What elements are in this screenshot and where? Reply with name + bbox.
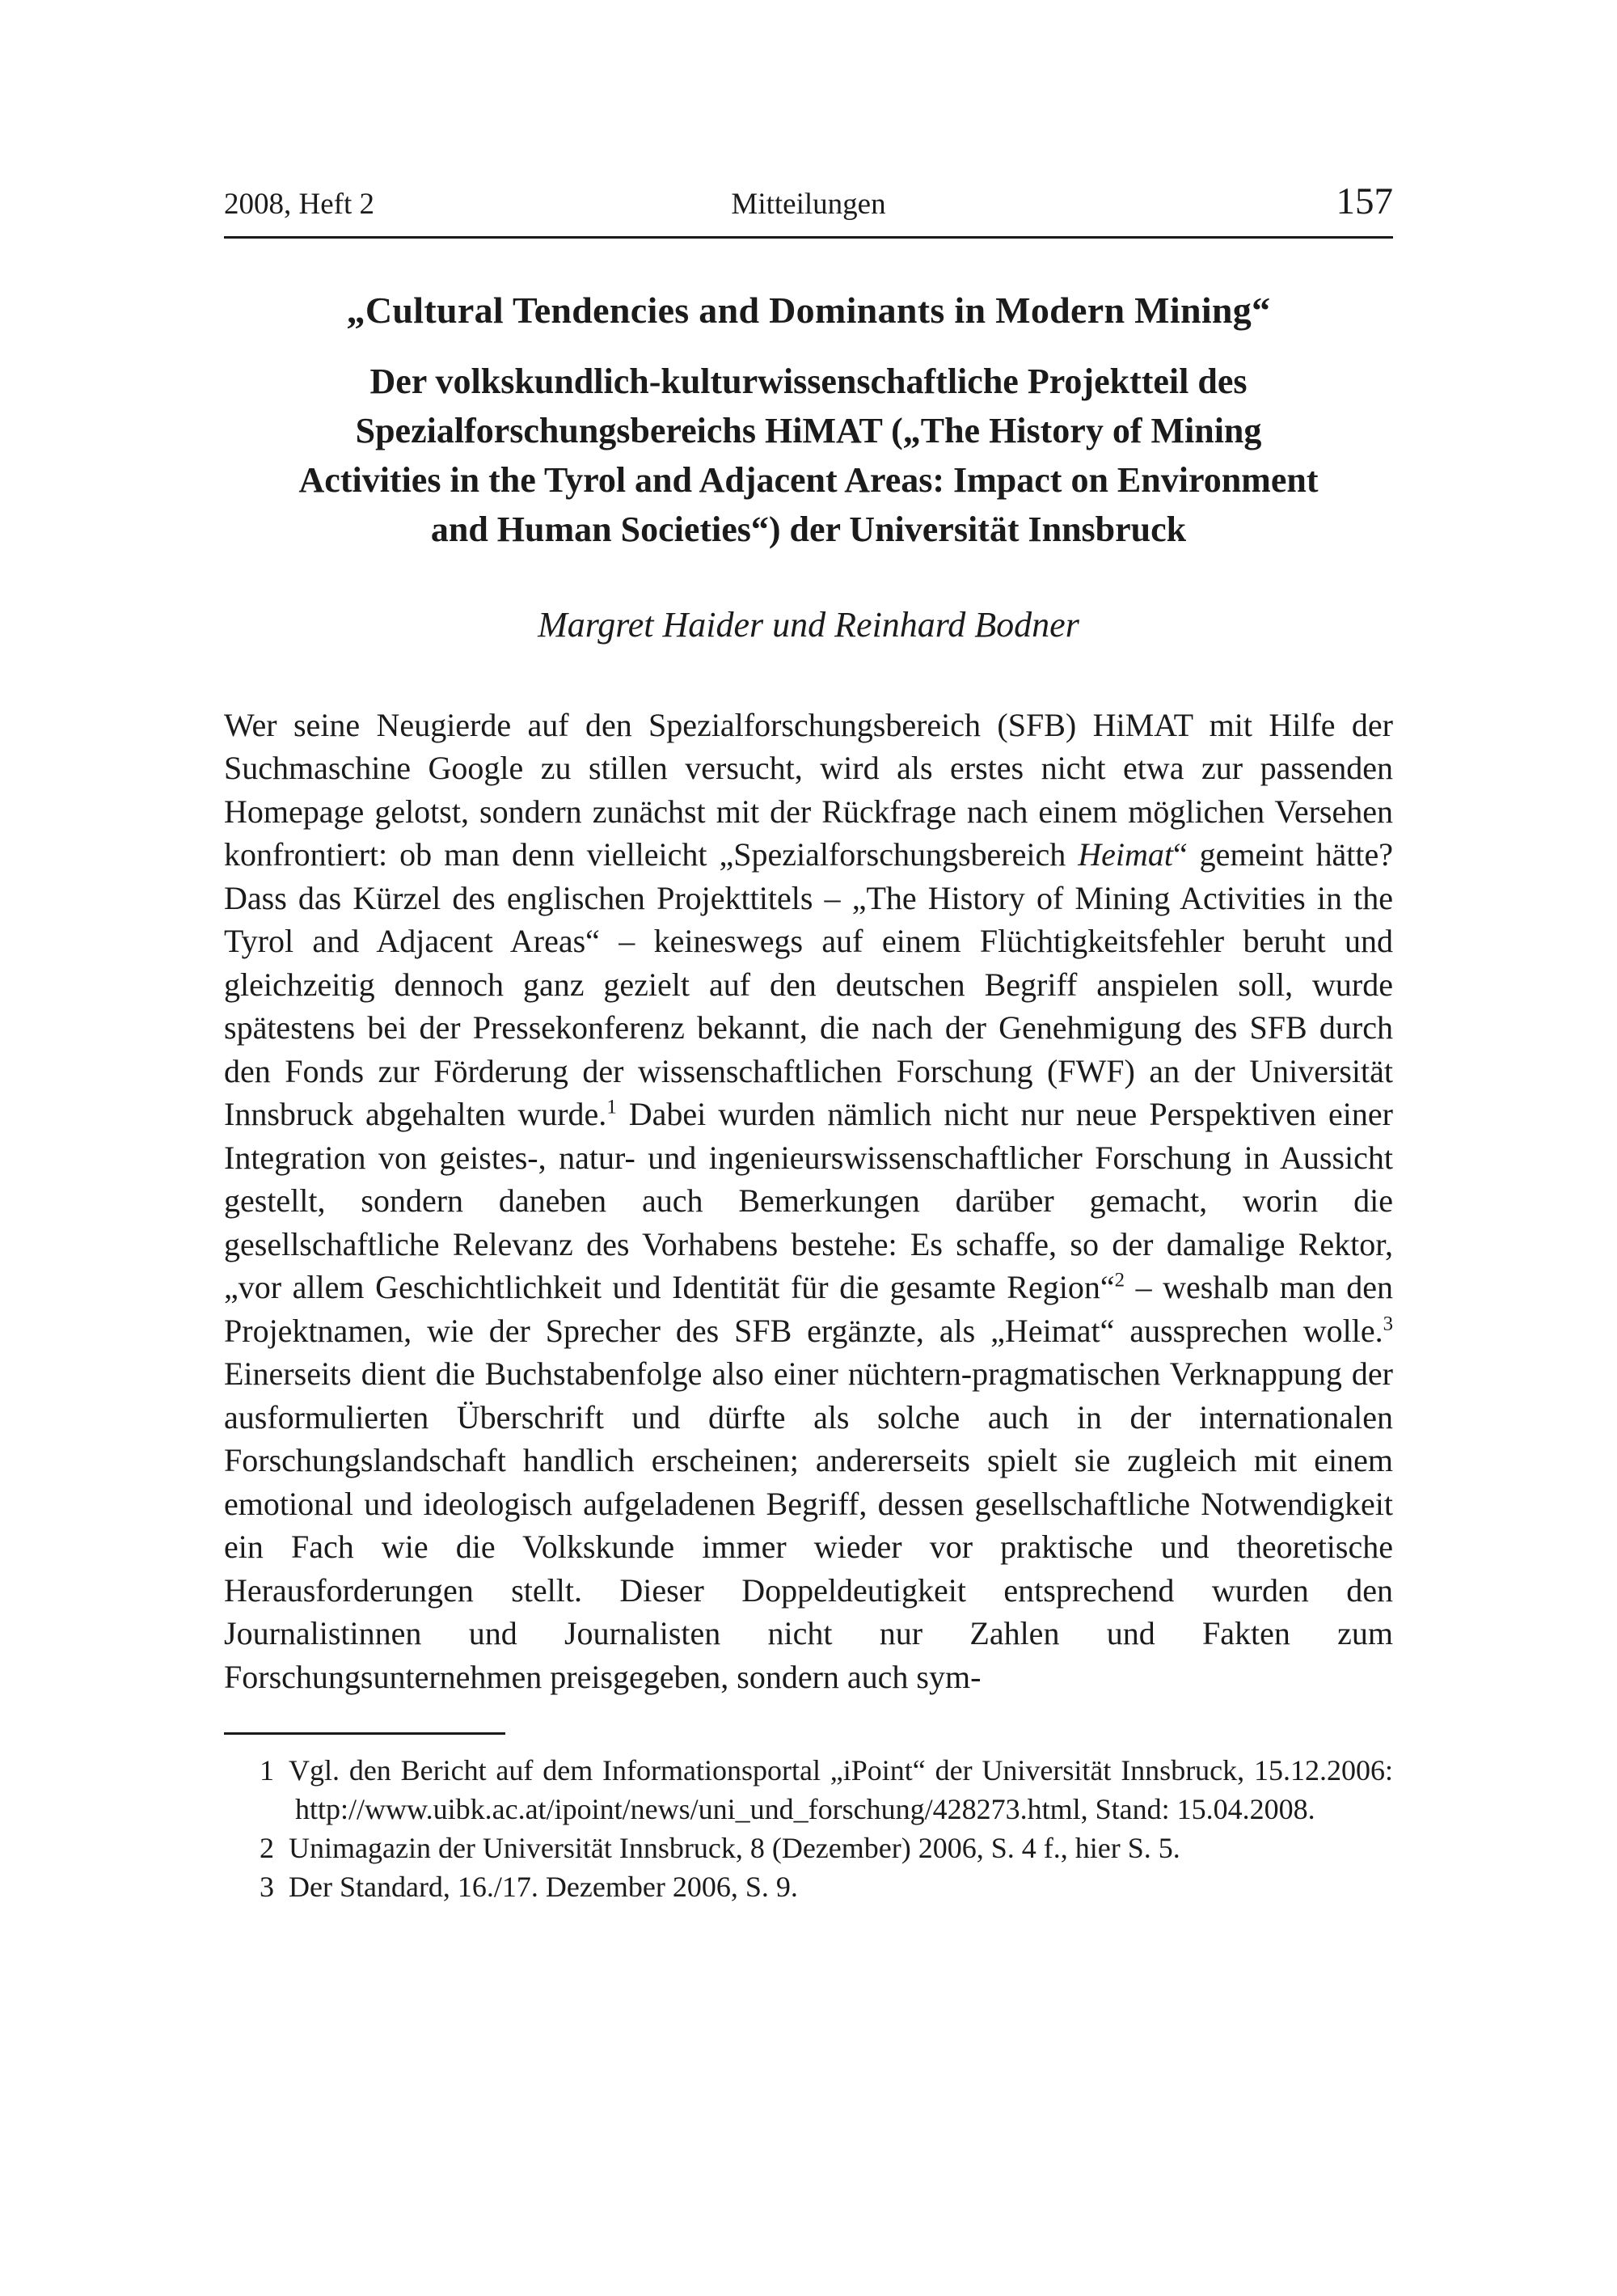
- footnote-reference: 3: [1383, 1313, 1393, 1335]
- text-segment: – weshalb man den Projektnamen, wie der Sprecher des SFB ergänzte, als „Heimat“ aussprechen wolle.: [224, 1269, 1394, 1349]
- footnote-reference: 1: [606, 1096, 617, 1118]
- footnotes-list: [224, 1751, 1393, 1906]
- footnote-rule: [224, 1732, 505, 1735]
- article-subtitle: [224, 357, 1393, 554]
- page-number: 157: [1336, 180, 1393, 222]
- footnote-number: 3: [260, 1871, 274, 1904]
- footnote-item: [260, 1867, 1393, 1906]
- text-segment: Wer seine Neugierde auf den Spezialforschungsbereich (SFB) HiMAT mit Hilfe der Suchmaschine Google zu stillen versucht, wird als erstes nicht etwa zur passenden Homepage gelotst, sondern zunächst mit der Rückfrage nach einem möglichen Versehen konfrontiert: ob man denn vielleicht „Spezialforschungsbereich: [224, 706, 1393, 873]
- footnote-item: [260, 1829, 1393, 1867]
- article-authors: Margret Haider und Reinhard Bodner: [538, 604, 1079, 645]
- footnote-reference: 2: [1114, 1269, 1125, 1292]
- article-title: „Cultural Tendencies and Dominants in Modern Mining“: [346, 290, 1271, 331]
- text-segment: Dabei wurden nämlich nicht nur neue Perspektiven einer Integration von geistes-, natur- und ingenieurswissenschaftlicher Forschung in Aussicht gestellt, sondern daneben auch Bemerkungen darüber gemacht, worin die gesellschaftliche Relevanz des Vorhabens bestehe: Es schaffe, so der damalige Rektor, „vor allem Geschichtlichkeit und Identität für die gesamte Region“: [224, 1096, 1393, 1306]
- issue-label: 2008, Heft 2: [224, 188, 374, 221]
- footnote-text: Der Standard, 16./17. Dezember 2006, S. 9.: [289, 1871, 798, 1904]
- text-segment: Einerseits dient die Buchstabenfolge also einer nüchtern-pragmatischen Verknappung der ausformulierten Überschrift und dürfte als solche auch in der internationalen Forschungslandschaft handlich erscheinen; andererseits spielt sie zugleich mit einem emotional und ideologisch aufgeladenen Begriff, dessen gesellschaftliche Notwendigkeit ein Fach wie die Volkskunde immer wieder vor praktische und theoretische Herausforderungen stellt. Dieser Doppeldeutigkeit entsprechend wurden den Journalistinnen und Journalisten nicht nur Zahlen und Fakten zum Forschungsunternehmen preisgegeben, sondern auch sym-: [224, 1355, 1393, 1695]
- subtitle-line: Der volkskundlich-kulturwissenschaftliche Projektteil des: [369, 361, 1248, 401]
- header-rule: [224, 236, 1393, 239]
- text-segment: “ gemeint hätte? Dass das Kürzel des englischen Projekttitels – „The History of Mining Activities in the Tyrol and Adjacent Areas“ – keineswegs auf einem Flüchtigkeitsfehler beruht und gleichzeitig dennoch ganz gezielt auf den deutschen Begriff anspielen soll, wurde spätestens bei der Pressekonferenz bekannt, die nach der Genehmigung des SFB durch den Fonds zur Förderung der wissenschaftlichen Forschung (FWF) an der Universität Innsbruck abgehalten wurde.: [224, 836, 1393, 1133]
- subtitle-line: Spezialforschungsbereichs HiMAT („The History of Mining: [355, 410, 1262, 450]
- footnote-text: Unimagazin der Universität Innsbruck, 8 (Dezember) 2006, S. 4 f., hier S. 5.: [289, 1832, 1180, 1865]
- subtitle-line: Activities in the Tyrol and Adjacent Areas: Impact on Environment: [298, 459, 1319, 500]
- running-head: [224, 180, 1393, 223]
- footnote-number: 2: [260, 1832, 274, 1865]
- text-segment: Heimat: [1078, 836, 1173, 873]
- footnote-text: Vgl. den Bericht auf dem Informationsportal „iPoint“ der Universität Innsbruck, 15.12.2006: http://www.uibk.ac.at/ipoint/news/uni_und_forschung/428273.html, Stand: 15.04.2008.: [289, 1754, 1393, 1826]
- footnote-number: 1: [260, 1754, 274, 1787]
- footnote-item: [260, 1751, 1393, 1829]
- subtitle-line: and Human Societies“) der Universität Innsbruck: [430, 509, 1187, 549]
- journal-name: Mitteilungen: [731, 188, 886, 221]
- page-content: [224, 0, 1393, 1906]
- body-paragraph: [224, 704, 1393, 1699]
